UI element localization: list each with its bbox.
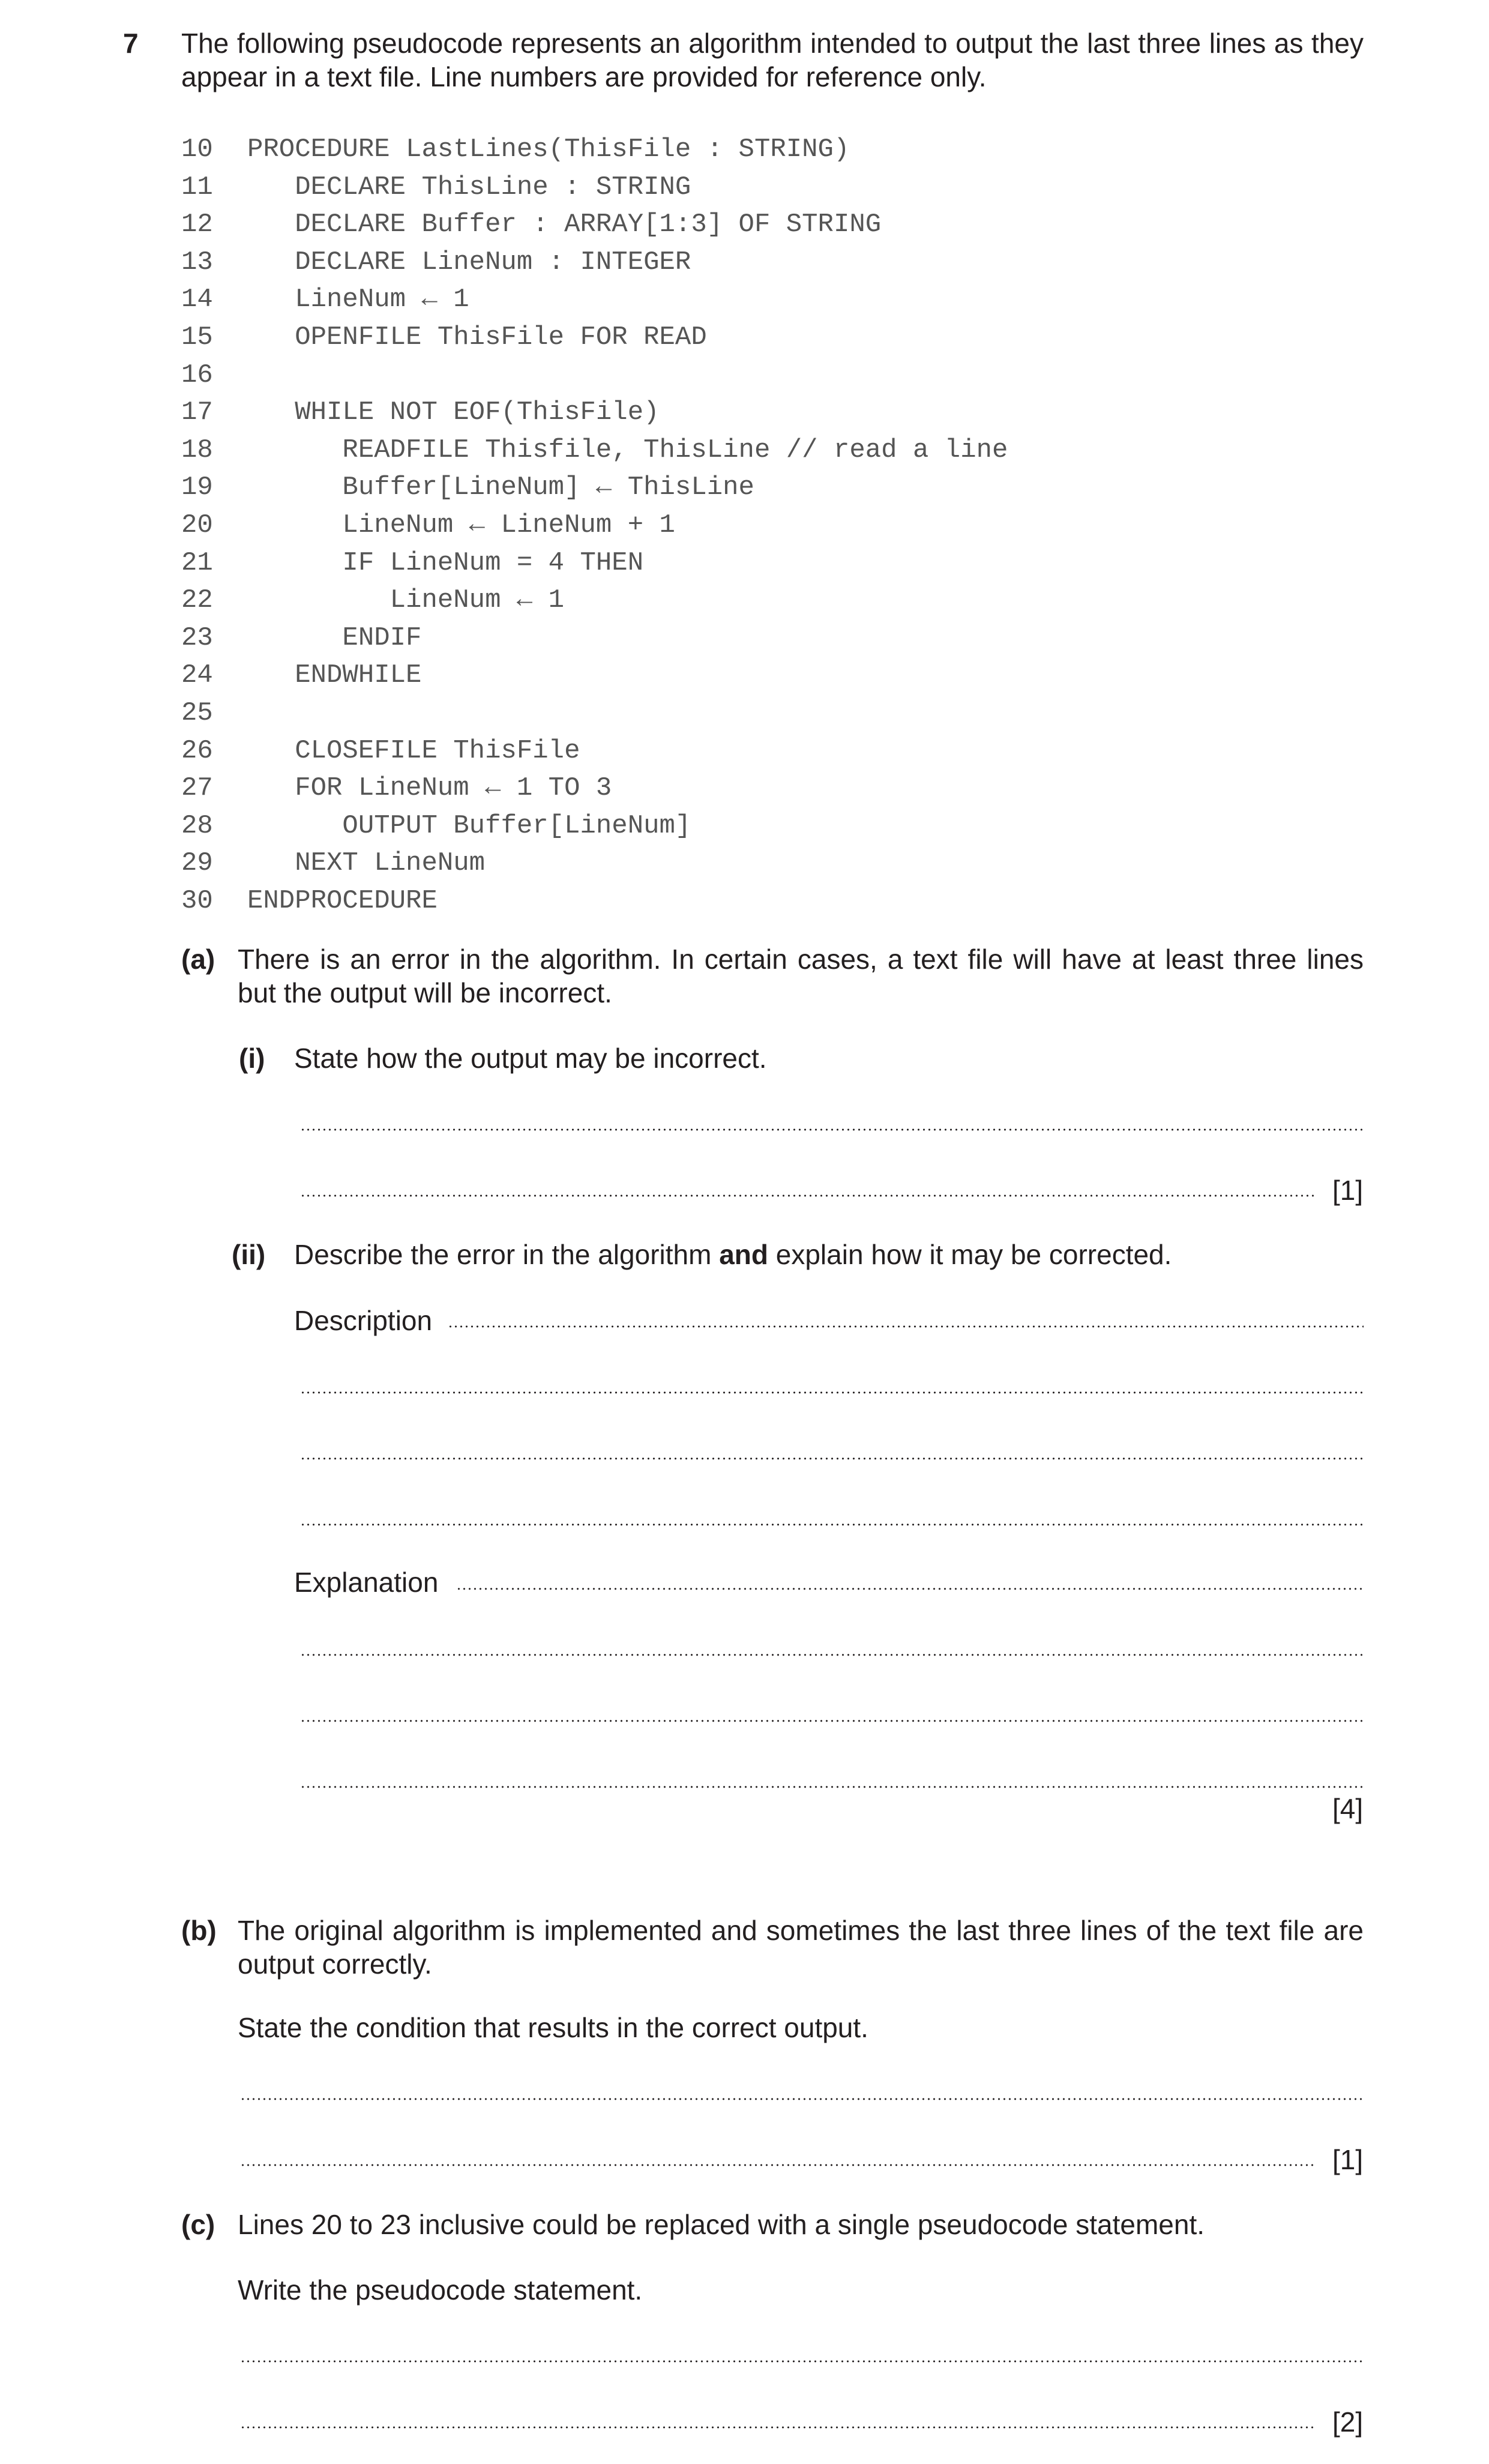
- answer-line[interactable]: [448, 1325, 1364, 1328]
- part-a-ii-text: Describe the error in the algorithm and explain how it may be corrected.: [294, 1239, 1172, 1270]
- code-line: [181, 619, 421, 657]
- answer-line[interactable]: [300, 1391, 1364, 1394]
- code-line-text: DECLARE Buffer : ARRAY[1:3] OF STRING: [247, 209, 882, 239]
- code-line: [181, 432, 1008, 469]
- code-line-text: ENDPROCEDURE: [247, 886, 438, 916]
- code-line: [181, 244, 691, 281]
- marks-b: [1]: [1332, 2144, 1364, 2175]
- code-line-text: FOR LineNum ← 1 TO 3: [247, 773, 612, 803]
- code-line-text: PROCEDURE LastLines(ThisFile : STRING): [247, 134, 850, 164]
- answer-line[interactable]: [300, 1786, 1364, 1788]
- code-line-text: LineNum ← LineNum + 1: [247, 510, 675, 540]
- code-line: [181, 882, 438, 920]
- code-line-number: 28: [181, 811, 213, 841]
- code-line-number: 30: [181, 886, 213, 916]
- part-a-text: There is an error in the algorithm. In certain cases, a text file will have at least three lines but the output will be incorrect.: [238, 944, 1364, 1008]
- code-line-text: DECLARE LineNum : INTEGER: [247, 247, 691, 277]
- answer-line[interactable]: [240, 2098, 1364, 2100]
- code-line-number: 13: [181, 247, 213, 277]
- code-line-text: LineNum ← 1: [247, 585, 565, 615]
- code-line-text: Buffer[LineNum] ← ThisLine: [247, 472, 754, 502]
- code-line-number: 20: [181, 510, 213, 540]
- code-line-number: 16: [181, 360, 213, 390]
- part-c-prompt: Write the pseudocode statement.: [238, 2274, 643, 2306]
- answer-line[interactable]: [456, 1588, 1364, 1590]
- answer-line[interactable]: [240, 2426, 1314, 2429]
- code-line: [181, 507, 675, 544]
- part-b-label: (b): [181, 1915, 217, 1946]
- code-line-number: 23: [181, 623, 213, 653]
- code-line: [181, 544, 643, 582]
- part-a-i-label: (i): [239, 1043, 265, 1074]
- code-line: [181, 582, 564, 619]
- answer-line[interactable]: [300, 1654, 1364, 1656]
- answer-line[interactable]: [300, 1128, 1364, 1131]
- marks-a-i: [1]: [1332, 1175, 1364, 1206]
- code-line-number: 27: [181, 773, 213, 803]
- code-line: [181, 319, 707, 356]
- code-line: [181, 357, 247, 394]
- code-line-number: 11: [181, 172, 213, 202]
- code-line: [181, 169, 691, 206]
- part-a-i-text: State how the output may be incorrect.: [294, 1043, 767, 1074]
- code-line-number: 22: [181, 585, 213, 615]
- code-line-text: DECLARE ThisLine : STRING: [247, 172, 691, 202]
- part-a-label: (a): [181, 944, 215, 975]
- answer-line[interactable]: [240, 2164, 1314, 2166]
- part-c-label: (c): [181, 2209, 215, 2240]
- question-intro: The following pseudocode represents an algorithm intended to output the last three lines as they appear in a text file. Line numbers are provided for reference only.: [181, 28, 1364, 92]
- code-line: [181, 657, 421, 694]
- code-line-number: 17: [181, 397, 213, 427]
- answer-line[interactable]: [300, 1523, 1364, 1526]
- answer-line[interactable]: [300, 1457, 1364, 1460]
- code-line-text: IF LineNum = 4 THEN: [247, 548, 644, 578]
- code-line-text: CLOSEFILE ThisFile: [247, 736, 580, 766]
- code-line: [181, 732, 580, 770]
- code-line-number: 26: [181, 736, 213, 766]
- code-line-text: READFILE Thisfile, ThisLine // read a line: [247, 435, 1008, 465]
- code-line-text: OPENFILE ThisFile FOR READ: [247, 322, 707, 352]
- explanation-label: Explanation: [294, 1567, 439, 1598]
- part-a-ii-label: (ii): [232, 1239, 266, 1270]
- code-line-text: OUTPUT Buffer[LineNum]: [247, 811, 691, 841]
- code-line-number: 18: [181, 435, 213, 465]
- code-line: [181, 469, 754, 506]
- part-b-text: The original algorithm is implemented and sometimes the last three lines of the text file are output correctly.: [238, 1915, 1364, 1980]
- part-c-text: Lines 20 to 23 inclusive could be replaced with a single pseudocode statement.: [238, 2209, 1205, 2240]
- answer-line[interactable]: [300, 1720, 1364, 1722]
- code-line-number: 25: [181, 698, 213, 728]
- code-line: [181, 770, 612, 807]
- code-line: [181, 281, 469, 318]
- code-line-number: 24: [181, 660, 213, 690]
- code-line-text: NEXT LineNum: [247, 848, 486, 878]
- code-line-number: 15: [181, 322, 213, 352]
- code-line-text: LineNum ← 1: [247, 285, 469, 315]
- code-line-text: WHILE NOT EOF(ThisFile): [247, 397, 660, 427]
- answer-line[interactable]: [300, 1194, 1314, 1197]
- code-line-number: 19: [181, 472, 213, 502]
- code-line: [181, 394, 660, 431]
- code-line-number: 10: [181, 134, 213, 164]
- marks-a-ii: [4]: [1332, 1793, 1364, 1824]
- question-number: 7: [123, 28, 139, 59]
- code-line-text: ENDWHILE: [247, 660, 422, 690]
- code-line: [181, 845, 485, 882]
- code-line: [181, 206, 881, 243]
- code-line-number: 12: [181, 209, 213, 239]
- description-label: Description: [294, 1305, 433, 1336]
- code-line-number: 14: [181, 285, 213, 315]
- code-line: [181, 131, 849, 168]
- code-line-number: 29: [181, 848, 213, 878]
- code-line-text: ENDIF: [247, 623, 422, 653]
- answer-line[interactable]: [240, 2360, 1364, 2363]
- code-line: [181, 807, 691, 845]
- part-b-prompt: State the condition that results in the correct output.: [238, 2012, 868, 2043]
- marks-c: [2]: [1332, 2406, 1364, 2438]
- code-line-number: 21: [181, 548, 213, 578]
- code-line: [181, 694, 247, 732]
